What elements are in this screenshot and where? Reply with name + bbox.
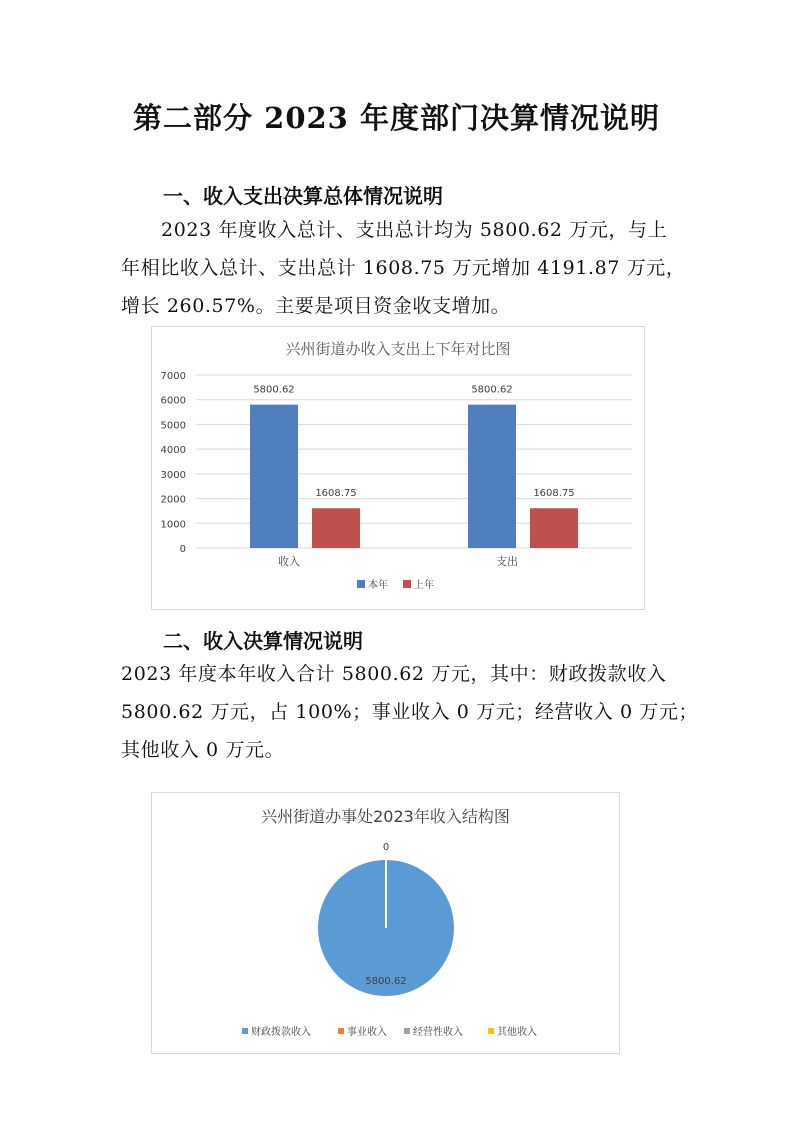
chart-title: 兴州街道办事处2023年收入结构图 [261, 807, 510, 826]
legend-label: 财政拨款收入 [251, 1027, 311, 1038]
legend-label: 事业收入 [347, 1027, 387, 1038]
paragraph-line: 2023 年度收入总计、支出总计均为 5800.62 万元，与上 [161, 219, 668, 241]
section2-paragraph [121, 655, 699, 769]
chart-title: 兴州街道办收入支出上下年对比图 [285, 340, 511, 358]
pie-chart-frame [151, 792, 620, 1054]
legend-label: 上年 [414, 580, 434, 591]
x-tick-label: 支出 [496, 555, 518, 568]
legend-swatch [338, 1028, 344, 1034]
legend-swatch [357, 580, 365, 588]
legend-swatch [488, 1028, 494, 1034]
data-label: 1608.75 [315, 488, 357, 500]
bar [312, 508, 360, 548]
bar [468, 405, 516, 548]
data-label: 0 [382, 842, 390, 853]
data-label: 5800.62 [471, 384, 513, 396]
bar-chart [152, 327, 644, 609]
page-title: 第二部分 2023 年度部门决算情况说明 [133, 101, 660, 135]
legend-swatch [404, 1028, 410, 1034]
section1-heading: 一、收入支出决算总体情况说明 [163, 184, 443, 208]
pie-chart [152, 793, 619, 1053]
legend-swatch [242, 1028, 248, 1034]
data-label: 1608.75 [533, 488, 575, 500]
legend-label: 其他收入 [497, 1027, 537, 1038]
y-tick-label: 7000 [160, 371, 186, 382]
paragraph-line: 5800.62 万元，占 100%；事业收入 0 万元；经营收入 0 万元； [121, 701, 699, 723]
x-tick-label: 收入 [278, 555, 300, 568]
paragraph-line: 其他收入 0 万元。 [121, 739, 285, 761]
bar [250, 405, 298, 548]
data-label: 5800.62 [365, 976, 407, 987]
y-tick-label: 5000 [160, 420, 186, 432]
section1-paragraph [121, 211, 686, 325]
y-tick-label: 1000 [160, 519, 186, 531]
paragraph-line: 增长 260.57%。主要是项目资金收支增加。 [121, 295, 511, 317]
y-tick-label: 3000 [160, 469, 186, 481]
legend-label: 经营性收入 [413, 1027, 463, 1038]
y-tick-label: 0 [179, 544, 186, 555]
legend-swatch [403, 580, 411, 588]
bar [530, 508, 578, 548]
paragraph-line: 2023 年度本年收入合计 5800.62 万元，其中：财政拨款收入 [121, 663, 667, 685]
y-tick-label: 2000 [160, 494, 186, 506]
bar-chart-frame [151, 326, 645, 610]
section2-heading: 二、收入决算情况说明 [163, 629, 363, 653]
paragraph-line: 年相比收入总计、支出总计 1608.75 万元增加 4191.87 万元， [121, 257, 686, 279]
data-label: 5800.62 [253, 384, 295, 396]
y-tick-label: 6000 [160, 395, 186, 407]
legend-label: 本年 [368, 580, 388, 591]
y-tick-label: 4000 [160, 445, 186, 457]
